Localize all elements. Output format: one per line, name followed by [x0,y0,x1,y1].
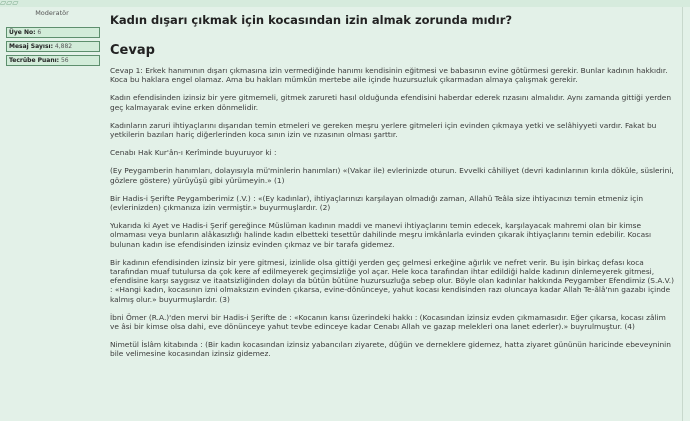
stat-member-no [6,27,100,38]
post-content [110,13,676,368]
top-strip [0,0,690,7]
post-paragraph: Cevap 1: Erkek hanımının dışarı çıkmasına izin vermediğinde hanımı kendisinin eğitmesi ve babasının evine götürmesi gerekir. Bunlar kadının hakkıdır. Koca bu haklara engel olamaz. Ama bu hakları mümkün mertebe aile içinde huzursuzluk çıkarmadan almaya çalışmak gerekir. [110,66,668,85]
content-divider [682,7,683,421]
post-paragraph: İbni Ömer (R.A.)'den mervi bir Hadis-i Şerifte de : «Kocanın karısı üzerindeki hakkı : (Kocasından izinsiz evden çıkmamasıdır. Eğer çıkarsa, kocası zâlim ve âsi bir kimse olsa dahi, eve dönünceye yahut tevbe edinceye kadar Cenabı Allah ve gazap melekleri ona lanet ederler).» buyrulmuştur. (4) [110,312,666,332]
stat-value: 4,882 [54,43,73,50]
site-logo-icon: ▱▱▱ [0,0,19,7]
post-paragraph: Bir Hadis-i Şerifte Peygamberimiz (.V.) : «(Ey kadınlar), ihtiyaçlarınızı karşılayan olmadığı zaman, Allahü Teâla size ihtiyacınızı temin etmeniz için (evlerinizden) çıkmanıza izin vermiştir.» buyurmuşlardır. (2) [110,193,644,213]
stat-message-count [6,41,100,52]
post-paragraph: Bir kadının efendisinden izinsiz bir yere gitmesi, izinlide olsa gittiği yerden geç gelmesi erkeğine ağırlık ve nefret verir. Bu işin birkaç defası koca tarafından muaf tutulursa da çok kere af edilmeyerek geçimsizliğe yol açar. Hele koca tarafından ihtar edildiği halde kadının dinlemeyerek gitmesi, efendisine karşı saygısız ve itaatsizliğinden dolayı da bütün bütüne huzursuzluğa sebep olur. Böyle olan kadınlar hakkında Peygamber Efendimiz (S.A.V.) : «Hangi kadın, kocasının izni olmaksızın evinden çıkarsa, evine-dönünceye, yahut kocası kendisinden razı oluncaya kadar Allah Te-âlâ'nın gazabı içinde kalmış olur.» buyurmuşlardır. (3) [110,257,674,304]
user-role: Moderatör [35,9,69,17]
stat-label: Tecrübe Puanı: [9,57,60,64]
post-paragraph: Yukarıda ki Ayet ve Hadis-i Şerif gereğince Müslüman kadının maddi ve manevi ihtiyaçlarını temin edecek, karşılayacak mahremi olan bir kimse olmaması veya bunların alâkasızlığı halinde kadın elbetteki tesettür dahilinde meşru imkânlarla evinden çıkarak ihtiyaçlarını temin edebilir. Kocası bulunan kadın ise efendisinden izinsiz evinden çıkmaz ve bir tarafa gidemez. [110,221,652,249]
stat-value: 6 [37,29,42,36]
post-paragraph: (Ey Peygamberin hanımları, dolayısıyla mü'minlerin hanımları) «(Vakar ile) evlerinizde oturun. Evvelki câhiliyet (devri kadınlarının kırıla döküle, süslerini, gözlere göstere) yürüyüşü gibi yürümeyin.» (1) [110,166,674,185]
post-paragraph: Nimetül İslâm kitabında : (Bir kadın kocasından izinsiz yabancıları ziyarete, düğün ve derneklere gidemez, hatta ziyaret gününün haricinde ebeveyninin bile velimesine kocasından izinsiz gidemez. [110,340,671,359]
post-paragraph: Cenabı Hak Kur'ân-ı Kerîminde buyuruyor ki : [110,148,277,158]
stat-label: Mesaj Sayısı: [9,43,53,50]
user-sidebar [0,7,104,69]
stat-label: Üye No: [9,29,36,36]
post-paragraph: Kadınların zaruri ihtiyaçlarını dışarıdan temin etmeleri ve gereken meşru yerlere gitmeleri için evinden çıkmaya yetki ve selâhiyyeti vardır. Fakat bu yetkilerin bazıları hariç diğerlerinden koca sının izin ve rızasının olması şarttır. [110,120,657,140]
post-paragraph: Kadın efendisinden izinsiz bir yere gitmemeli, gitmek zarureti hasıl olduğunda efendisini haberdar ederek rızasını almalıdır. Aynı zamanda gittiği yerden geç kalmayarak evine erken dönmelidir. [110,93,672,112]
post-heading: Cevap [110,43,155,58]
stat-value: 56 [60,57,69,64]
stat-experience-points [6,55,100,66]
post-title: Kadın dışarı çıkmak için kocasından izin almak zorunda mıdır? [110,13,513,27]
